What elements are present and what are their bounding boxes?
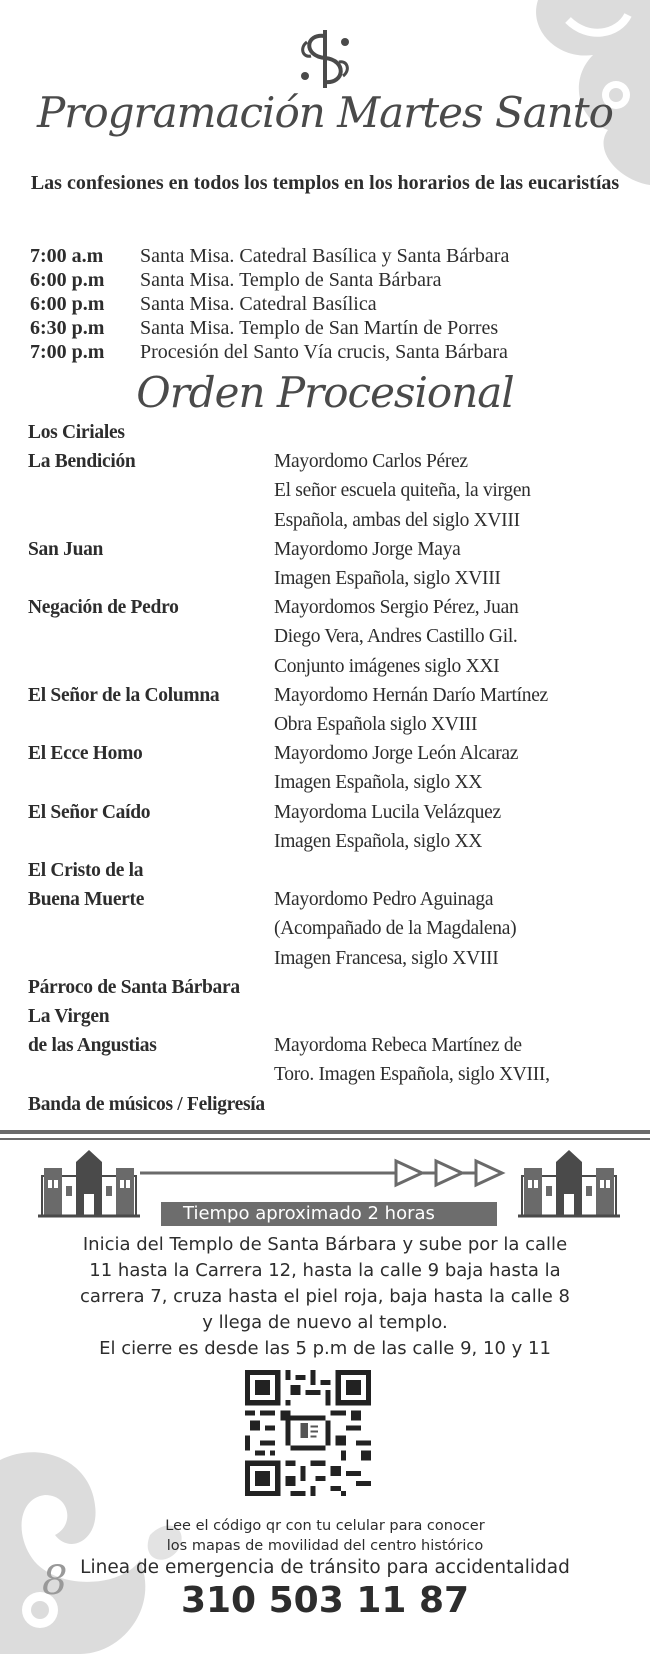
order-detail: Diego Vera, Andres Castillo Gil.: [274, 626, 518, 648]
qr-note-line: Lee el código qr con tu celular para conocer: [165, 1518, 485, 1534]
order-row: [28, 1031, 628, 1060]
order-item: San Juan: [28, 538, 104, 560]
order-row: [28, 944, 628, 973]
page-number: 8: [42, 1558, 68, 1604]
order-detail: El señor escuela quiteña, la virgen: [274, 480, 531, 502]
duration-banner: Tiempo aproximado 2 horas: [161, 1202, 497, 1226]
order-item: La Bendición: [28, 451, 136, 473]
order-detail: Imagen Española, siglo XVIII: [274, 568, 501, 590]
order-detail: [274, 973, 628, 1002]
confessions-note: Las confesiones en todos los templos en los horarios de las eucaristías: [30, 172, 620, 194]
order-row: [28, 827, 628, 856]
divider-line: [0, 1130, 650, 1134]
monogram-logo: [295, 28, 355, 90]
qr-instructions: [60, 1516, 590, 1556]
order-row: [28, 1060, 628, 1089]
order-row: [28, 885, 628, 914]
order-row: [28, 652, 628, 681]
order-row: [28, 506, 628, 535]
page-title: Programación Martes Santo: [37, 88, 613, 137]
order-row: [28, 739, 628, 768]
order-row: [28, 681, 628, 710]
schedule-row: [30, 244, 630, 268]
church-left-icon: [38, 1150, 140, 1218]
route-line: y llega de nuevo al templo.: [202, 1312, 448, 1333]
order-row: [28, 1090, 628, 1119]
order-item: [28, 710, 274, 739]
procession-order: [28, 418, 628, 1119]
order-item: Párroco de Santa Bárbara: [28, 976, 240, 998]
route-line: 11 hasta la Carrera 12, hasta la calle 9 baja hasta la: [89, 1260, 561, 1281]
order-detail: Conjunto imágenes siglo XXI: [274, 655, 500, 677]
order-detail: Imagen Francesa, siglo XVIII: [274, 947, 499, 969]
order-item: Negación de Pedro: [28, 597, 179, 619]
order-detail: (Acompañado de la Magdalena): [274, 918, 517, 940]
order-item: de las Angustias: [28, 1035, 157, 1057]
order-item: [28, 476, 274, 505]
order-item: Los Ciriales: [28, 422, 125, 443]
schedule-desc: Santa Misa. Templo de San Martín de Porres: [140, 317, 499, 339]
order-row: [28, 798, 628, 827]
church-right-icon: [518, 1150, 620, 1218]
schedule-time: 6:00 p.m: [30, 293, 105, 315]
order-row: [28, 418, 628, 447]
emergency-phone[interactable]: 310 503 11 87: [180, 1580, 470, 1621]
schedule-time: 6:00 p.m: [30, 269, 105, 291]
order-item: El Ecce Homo: [28, 743, 143, 765]
order-row: [28, 710, 628, 739]
order-item: [28, 622, 274, 651]
order-row: [28, 914, 628, 943]
route-arrow-icon: [140, 1158, 512, 1188]
order-row: [28, 564, 628, 593]
qr-code[interactable]: [245, 1370, 371, 1496]
divider-line: [0, 1138, 650, 1140]
order-row: [28, 973, 628, 1002]
order-detail: Mayordomo Carlos Pérez: [274, 451, 468, 473]
order-item: El Cristo de la: [28, 860, 144, 882]
route-line: carrera 7, cruza hasta el piel roja, baja hasta la calle 8: [80, 1286, 570, 1307]
order-item: [28, 564, 274, 593]
order-detail: Mayordomo Jorge León Alcaraz: [274, 743, 519, 765]
order-item: [28, 914, 274, 943]
route-description: [40, 1232, 610, 1362]
section-title-procession: Orden Procesional: [136, 368, 514, 417]
order-row: [28, 447, 628, 476]
order-row: [28, 856, 628, 885]
order-item: El Señor de la Columna: [28, 684, 220, 706]
schedule-time: 7:00 a.m: [30, 245, 104, 267]
order-item: El Señor Caído: [28, 801, 151, 823]
order-detail: Mayordomo Jorge Maya: [274, 538, 461, 560]
order-item: [28, 827, 274, 856]
schedule-row: [30, 340, 630, 364]
order-row: [28, 1002, 628, 1031]
order-detail: [274, 418, 628, 447]
order-item: Buena Muerte: [28, 889, 145, 911]
schedule-time: 6:30 p.m: [30, 317, 105, 339]
emergency-label: Linea de emergencia de tránsito para accidentalidad: [80, 1557, 570, 1578]
order-detail: Imagen Española, siglo XX: [274, 772, 483, 794]
order-item: La Virgen: [28, 1006, 110, 1028]
order-detail: Mayordoma Rebeca Martínez de: [274, 1035, 522, 1057]
order-detail: [274, 1002, 628, 1031]
route-line: El cierre es desde las 5 p.m de las calle 9, 10 y 11: [99, 1338, 551, 1359]
order-detail: Mayordomos Sergio Pérez, Juan: [274, 597, 519, 619]
schedule-desc: Santa Misa. Catedral Basílica: [140, 293, 377, 315]
order-row: [28, 768, 628, 797]
order-row: [28, 535, 628, 564]
order-row: [28, 476, 628, 505]
order-detail: Española, ambas del siglo XVIII: [274, 509, 520, 531]
order-row: [28, 622, 628, 651]
mass-schedule: [30, 244, 630, 364]
order-item: [28, 944, 274, 973]
order-item: Banda de músicos / Feligresía: [28, 1093, 265, 1115]
schedule-row: [30, 292, 630, 316]
order-detail: [274, 856, 628, 885]
order-item: [28, 768, 274, 797]
schedule-desc: Santa Misa. Templo de Santa Bárbara: [140, 269, 442, 291]
qr-note-line: los mapas de movilidad del centro histórico: [166, 1538, 484, 1554]
order-detail: Toro. Imagen Española, siglo XVIII,: [274, 1064, 550, 1086]
order-detail: Mayordoma Lucila Velázquez: [274, 801, 501, 823]
schedule-row: [30, 316, 630, 340]
schedule-desc: Procesión del Santo Vía crucis, Santa Bárbara: [140, 341, 508, 363]
order-item: [28, 652, 274, 681]
route-line: Inicia del Templo de Santa Bárbara y sube por la calle: [82, 1234, 568, 1255]
order-detail: Imagen Española, siglo XX: [274, 830, 483, 852]
order-item: [28, 1060, 274, 1089]
schedule-time: 7:00 p.m: [30, 341, 105, 363]
order-detail: Obra Española siglo XVIII: [274, 714, 478, 736]
schedule-desc: Santa Misa. Catedral Basílica y Santa Bárbara: [140, 245, 510, 267]
schedule-row: [30, 268, 630, 292]
order-item: [28, 506, 274, 535]
order-detail: Mayordomo Pedro Aguinaga: [274, 889, 494, 911]
order-detail: Mayordomo Hernán Darío Martínez: [274, 684, 548, 706]
order-detail: [274, 1090, 628, 1119]
order-row: [28, 593, 628, 622]
